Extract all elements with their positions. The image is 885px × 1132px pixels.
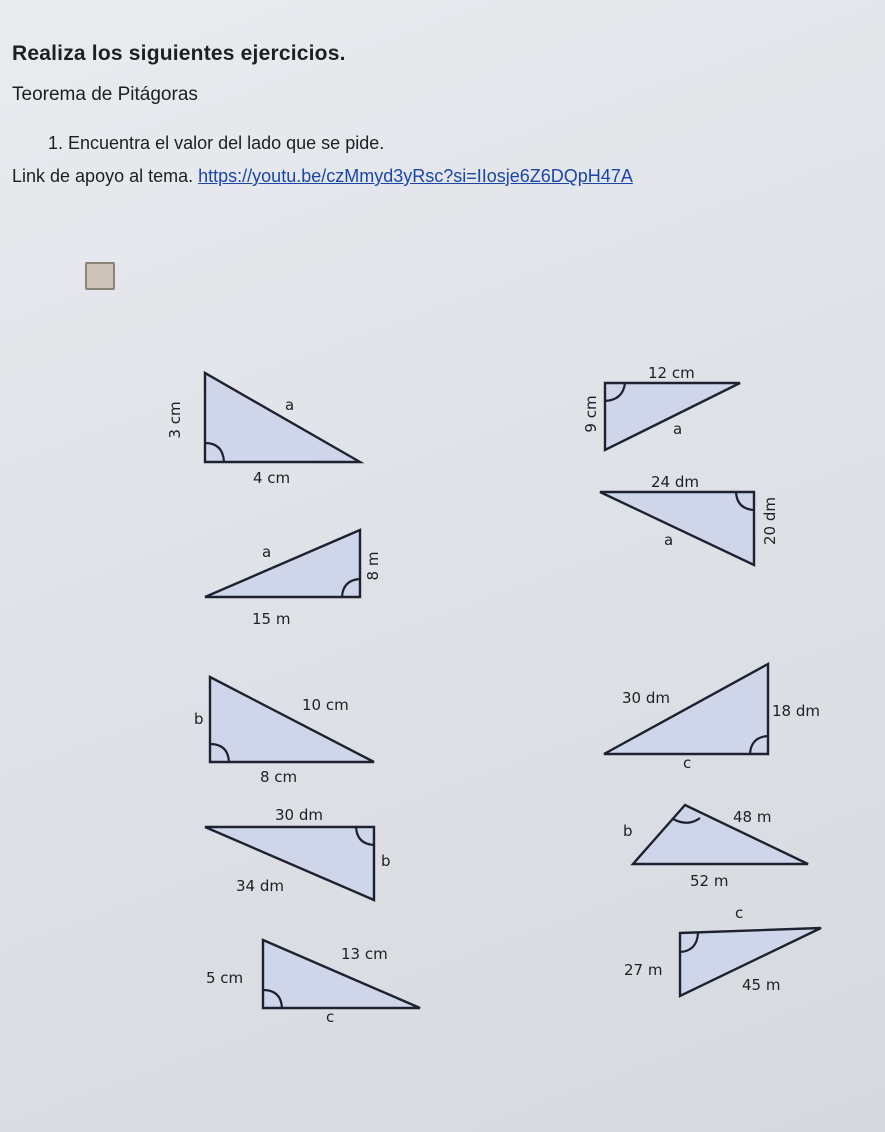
triangle-9	[206, 940, 420, 1026]
t6-hyp-label: 30 dm	[622, 689, 670, 707]
triangle-2	[582, 364, 740, 450]
link-prefix: Link de apoyo al tema.	[12, 166, 194, 186]
t6-leg-label: 18 dm	[772, 702, 820, 720]
section-subtitle: Teorema de Pitágoras	[12, 84, 198, 105]
triangle-5	[194, 677, 374, 786]
t8-leg-label: b	[623, 822, 633, 840]
triangle-4	[205, 530, 382, 628]
triangle-1	[166, 373, 360, 487]
triangle-7	[205, 806, 391, 900]
t1-hyp-label: a	[285, 396, 295, 414]
t4-base-label: 15 m	[252, 610, 291, 628]
triangle-3	[600, 473, 779, 565]
t1-leg-label: 3 cm	[166, 401, 184, 439]
t7-leg-label: b	[381, 852, 391, 870]
t10-top-label: c	[735, 904, 744, 922]
t8-base-label: 52 m	[690, 872, 729, 890]
exercise-instruction: 1. Encuentra el valor del lado que se pide.	[48, 133, 385, 153]
t2-top-label: 12 cm	[648, 364, 695, 382]
t6-base-label: c	[683, 754, 692, 772]
youtube-link[interactable]: https://youtu.be/czMmyd3yRsc?si=IIosje6Z6DQpH47A	[198, 166, 633, 186]
t9-leg-label: 5 cm	[206, 969, 244, 987]
t10-leg-label: 27 m	[624, 961, 663, 979]
t3-top-label: 24 dm	[651, 473, 699, 491]
t2-leg-label: 9 cm	[582, 395, 600, 433]
t10-hyp-label: 45 m	[742, 976, 781, 994]
triangle-6	[604, 664, 820, 772]
t4-leg-label: 8 m	[364, 551, 382, 581]
t5-leg-label: b	[194, 710, 204, 728]
triangle-8	[623, 805, 808, 890]
triangle-10	[624, 904, 821, 996]
t7-hyp-label: 34 dm	[236, 877, 284, 895]
page-title: Realiza los siguientes ejercicios.	[12, 42, 346, 65]
t5-hyp-label: 10 cm	[302, 696, 349, 714]
t3-hyp-label: a	[664, 531, 674, 549]
t5-base-label: 8 cm	[260, 768, 298, 786]
t4-hyp-label: a	[262, 543, 272, 561]
t9-hyp-label: 13 cm	[341, 945, 388, 963]
t7-top-label: 30 dm	[275, 806, 323, 824]
t1-base-label: 4 cm	[253, 469, 291, 487]
t2-hyp-label: a	[673, 420, 683, 438]
t8-hyp-label: 48 m	[733, 808, 772, 826]
t9-base-label: c	[326, 1008, 335, 1026]
t3-leg-label: 20 dm	[761, 497, 779, 545]
